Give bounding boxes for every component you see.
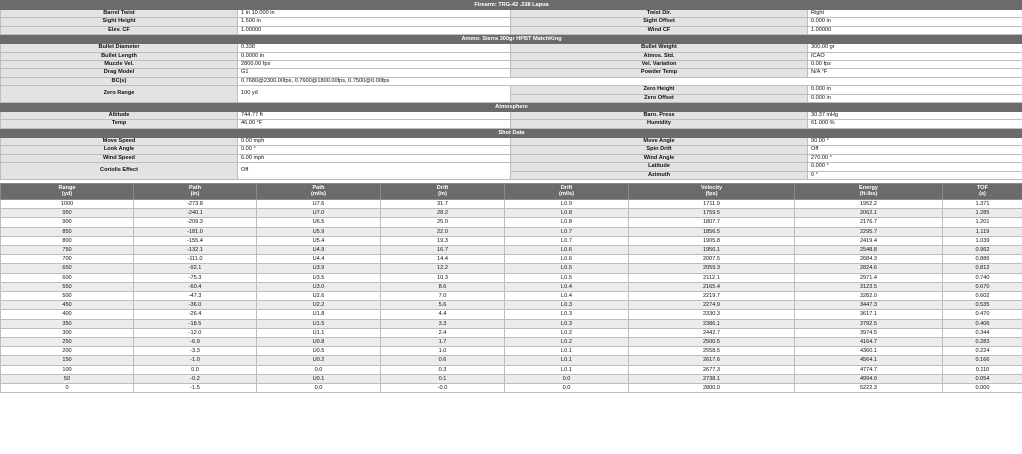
move-speed-label: Move Speed [1, 137, 238, 145]
cell-path-mils: 0.0 [257, 365, 381, 374]
cell-tof: 0.886 [943, 255, 1022, 264]
cell-velocity: 2677.3 [629, 365, 795, 374]
baro-press-label: Baro. Press [511, 112, 808, 120]
atmos-std-value: ICAO [808, 52, 1022, 60]
bullet-diameter-label: Bullet Diameter [1, 44, 238, 52]
sight-height-value: 1.500 in [238, 18, 511, 26]
cell-drift-mils: L0.3 [505, 301, 629, 310]
table-row [1, 245, 1022, 254]
cell-velocity: 2500.5 [629, 337, 795, 346]
cell-velocity: 2386.1 [629, 319, 795, 328]
firearm-header: Firearm: TRG-42 .338 Lapua [1, 1, 1022, 10]
coriolis-value: Off [238, 163, 511, 180]
cell-range: 400 [1, 310, 134, 319]
cell-energy: 2971.4 [795, 273, 943, 282]
cell-energy: 2176.7 [795, 218, 943, 227]
cell-path-in: -181.0 [134, 227, 257, 236]
cell-energy: 3792.5 [795, 319, 943, 328]
col-header-path-in: Path (in) [134, 183, 257, 199]
cell-energy: 1952.2 [795, 199, 943, 208]
cell-tof: 0.224 [943, 347, 1022, 356]
wind-angle-label: Wind Angle [511, 154, 808, 162]
table-row [1, 319, 1022, 328]
cell-path-mils: U4.9 [257, 245, 381, 254]
zero-offset-label: Zero Offset [511, 94, 808, 102]
cell-path-in: -155.4 [134, 236, 257, 245]
bullet-diameter-value: 0.338 [238, 44, 511, 52]
cell-drift-mils: L0.6 [505, 255, 629, 264]
sight-offset-label: Sight Offset [511, 18, 808, 26]
wind-cf-label: Wind CF [511, 26, 808, 34]
cell-range: 600 [1, 273, 134, 282]
azimuth-label: Azimuth [511, 171, 808, 179]
cell-path-in: -60.4 [134, 282, 257, 291]
cell-drift-in: 12.2 [381, 264, 505, 273]
cell-drift-in: -0.0 [381, 383, 505, 392]
cell-range: 850 [1, 227, 134, 236]
cell-energy: 5222.3 [795, 383, 943, 392]
cell-energy: 2295.7 [795, 227, 943, 236]
cell-path-in: -47.3 [134, 291, 257, 300]
cell-energy: 3282.0 [795, 291, 943, 300]
cell-range: 0 [1, 383, 134, 392]
twist-dir-value: Right [808, 10, 1022, 18]
cell-drift-in: 10.3 [381, 273, 505, 282]
cell-energy: 3447.3 [795, 301, 943, 310]
zero-range-label: Zero Range [1, 86, 238, 103]
cell-drift-in: 19.3 [381, 236, 505, 245]
cell-path-mils: U0.5 [257, 347, 381, 356]
cell-path-in: -92.1 [134, 264, 257, 273]
cell-path-in: 0.0 [134, 365, 257, 374]
cell-energy: 2062.1 [795, 209, 943, 218]
cell-drift-in: 0.1 [381, 374, 505, 383]
vel-variation-label: Vel. Variation [511, 61, 808, 69]
barrel-twist-label: Barrel Twist [1, 10, 238, 18]
move-speed-value: 0.00 mph [238, 137, 511, 145]
cell-range: 900 [1, 218, 134, 227]
table-row [1, 374, 1022, 383]
table-row [1, 310, 1022, 319]
cell-drift-mils: L0.1 [505, 356, 629, 365]
cell-range: 50 [1, 374, 134, 383]
powder-temp-value: N/A °F [808, 69, 1022, 77]
spin-drift-value: Off [808, 146, 1022, 154]
cell-drift-in: 0.6 [381, 356, 505, 365]
col-header-drift-mils: Drift (mils) [505, 183, 629, 199]
cell-tof: 0.740 [943, 273, 1022, 282]
cell-energy: 3617.1 [795, 310, 943, 319]
cell-path-in: -273.8 [134, 199, 257, 208]
cell-drift-in: 1.0 [381, 347, 505, 356]
cell-velocity: 2617.6 [629, 356, 795, 365]
cell-drift-in: 25.0 [381, 218, 505, 227]
cell-path-mils: U0.2 [257, 356, 381, 365]
humidity-value: 61.000 % [808, 120, 1022, 128]
table-row [1, 236, 1022, 245]
cell-tof: 1.039 [943, 236, 1022, 245]
cell-drift-mils: L0.1 [505, 347, 629, 356]
cell-velocity: 2738.1 [629, 374, 795, 383]
cell-energy: 4360.1 [795, 347, 943, 356]
cell-path-mils: U4.4 [257, 255, 381, 264]
cell-drift-in: 3.3 [381, 319, 505, 328]
table-row [1, 227, 1022, 236]
table-row [1, 347, 1022, 356]
cell-energy: 4774.7 [795, 365, 943, 374]
cell-drift-mils: L0.1 [505, 365, 629, 374]
cell-tof: 0.962 [943, 245, 1022, 254]
cell-drift-mils: L0.3 [505, 310, 629, 319]
cell-path-in: -111.0 [134, 255, 257, 264]
cell-energy: 4164.7 [795, 337, 943, 346]
cell-velocity: 2007.5 [629, 255, 795, 264]
cell-drift-mils: L0.4 [505, 291, 629, 300]
cell-path-mils: U3.0 [257, 282, 381, 291]
cell-tof: 0.110 [943, 365, 1022, 374]
cell-drift-in: 7.0 [381, 291, 505, 300]
sight-height-label: Sight Height [1, 18, 238, 26]
cell-energy: 2548.8 [795, 245, 943, 254]
cell-path-mils: U3.5 [257, 273, 381, 282]
cell-path-in: -12.0 [134, 328, 257, 337]
cell-drift-mils: 0.0 [505, 383, 629, 392]
zero-range-value: 100 yd [238, 86, 511, 103]
col-header-velocity: Velocity (fps) [629, 183, 795, 199]
bullet-length-value: 0.0000 in [238, 52, 511, 60]
cell-path-in: -1.5 [134, 383, 257, 392]
table-row [1, 291, 1022, 300]
cell-energy: 4564.1 [795, 356, 943, 365]
range-table [0, 183, 1022, 393]
shot-data-header: Shot Data [1, 128, 1022, 137]
cell-velocity: 2219.7 [629, 291, 795, 300]
cell-range: 1000 [1, 199, 134, 208]
cell-path-in: -132.1 [134, 245, 257, 254]
cell-drift-mils: L0.6 [505, 245, 629, 254]
bullet-weight-value: 300.00 gr [808, 44, 1022, 52]
drag-model-label: Drag Model [1, 69, 238, 77]
cell-tof: 1.285 [943, 209, 1022, 218]
cell-range: 800 [1, 236, 134, 245]
cell-velocity: 2274.9 [629, 301, 795, 310]
cell-drift-in: 4.4 [381, 310, 505, 319]
wind-angle-value: 270.00 ° [808, 154, 1022, 162]
cell-drift-in: 1.7 [381, 337, 505, 346]
cell-drift-in: 2.4 [381, 328, 505, 337]
bc-value: 0.7680@2300.00fps, 0.7600@1800.00fps, 0.7500@0.00fps [238, 77, 1022, 85]
cell-range: 150 [1, 356, 134, 365]
cell-path-in: -240.1 [134, 209, 257, 218]
wind-speed-label: Wind Speed [1, 154, 238, 162]
cell-tof: 1.119 [943, 227, 1022, 236]
cell-drift-mils: L0.9 [505, 199, 629, 208]
cell-path-in: -6.9 [134, 337, 257, 346]
cell-drift-in: 8.6 [381, 282, 505, 291]
cell-range: 200 [1, 347, 134, 356]
cell-tof: 0.670 [943, 282, 1022, 291]
table-row [1, 301, 1022, 310]
muzzle-vel-value: 2800.00 fps [238, 61, 511, 69]
cell-drift-in: 14.4 [381, 255, 505, 264]
cell-path-mils: U6.5 [257, 218, 381, 227]
cell-tof: 0.344 [943, 328, 1022, 337]
table-row [1, 209, 1022, 218]
cell-drift-mils: L0.2 [505, 328, 629, 337]
ammo-header: Ammo: Sierra 300gr HPBT MatchKing [1, 35, 1022, 44]
cell-tof: 1.201 [943, 218, 1022, 227]
cell-path-mils: U5.9 [257, 227, 381, 236]
bullet-weight-label: Bullet Weight [511, 44, 808, 52]
coriolis-label: Coriolis Effect [1, 163, 238, 180]
col-header-path-mils: Path (mils) [257, 183, 381, 199]
table-row [1, 383, 1022, 392]
cell-path-mils: U2.6 [257, 291, 381, 300]
cell-path-mils: U3.9 [257, 264, 381, 273]
cell-drift-mils: L0.7 [505, 227, 629, 236]
cell-range: 700 [1, 255, 134, 264]
cell-tof: 0.000 [943, 383, 1022, 392]
wind-cf-value: 1.00000 [808, 26, 1022, 34]
table-row [1, 282, 1022, 291]
cell-range: 100 [1, 365, 134, 374]
cell-range: 500 [1, 291, 134, 300]
col-header-tof: TOF (s) [943, 183, 1022, 199]
bc-label: BC(s) [1, 77, 238, 85]
cell-path-in: -26.4 [134, 310, 257, 319]
cell-range: 350 [1, 319, 134, 328]
col-header-range: Range (yd) [1, 183, 134, 199]
cell-energy: 3123.5 [795, 282, 943, 291]
ballistics-summary [0, 0, 1022, 180]
table-row [1, 365, 1022, 374]
baro-press-value: 30.37 inHg [808, 112, 1022, 120]
cell-tof: 0.283 [943, 337, 1022, 346]
zero-height-label: Zero Height [511, 86, 808, 94]
cell-drift-mils: L0.3 [505, 319, 629, 328]
cell-drift-mils: L0.8 [505, 209, 629, 218]
cell-path-mils: U7.0 [257, 209, 381, 218]
sight-offset-value: 0.000 in [808, 18, 1022, 26]
cell-drift-in: 5.6 [381, 301, 505, 310]
look-angle-value: 0.00 ° [238, 146, 511, 154]
table-row [1, 273, 1022, 282]
cell-path-mils: U7.6 [257, 199, 381, 208]
cell-velocity: 1905.8 [629, 236, 795, 245]
twist-dir-label: Twist Dir. [511, 10, 808, 18]
cell-velocity: 1856.5 [629, 227, 795, 236]
cell-drift-in: 16.7 [381, 245, 505, 254]
cell-path-mils: U5.4 [257, 236, 381, 245]
table-row [1, 264, 1022, 273]
col-header-energy: Energy (ft-lbs) [795, 183, 943, 199]
latitude-value: 0.000 ° [808, 163, 1022, 171]
azimuth-value: 0 ° [808, 171, 1022, 179]
vel-variation-value: 0.00 fps [808, 61, 1022, 69]
table-row [1, 356, 1022, 365]
move-angle-value: 90.00 ° [808, 137, 1022, 145]
cell-velocity: 2800.0 [629, 383, 795, 392]
spin-drift-label: Spin Drift [511, 146, 808, 154]
cell-tof: 0.166 [943, 356, 1022, 365]
cell-drift-mils: L0.8 [505, 218, 629, 227]
cell-drift-mils: L0.7 [505, 236, 629, 245]
cell-path-in: -3.3 [134, 347, 257, 356]
cell-range: 250 [1, 337, 134, 346]
cell-path-in: -75.3 [134, 273, 257, 282]
cell-velocity: 2059.3 [629, 264, 795, 273]
latitude-label: Latitude [511, 163, 808, 171]
col-header-drift-in: Drift (in) [381, 183, 505, 199]
cell-drift-in: 28.2 [381, 209, 505, 218]
range-table-body [1, 199, 1022, 392]
bullet-length-label: Bullet Length [1, 52, 238, 60]
cell-tof: 0.602 [943, 291, 1022, 300]
cell-tof: 0.406 [943, 319, 1022, 328]
atmosphere-header: Atmosphere [1, 103, 1022, 112]
altitude-value: 744.77 ft [238, 112, 511, 120]
humidity-label: Humidity [511, 120, 808, 128]
elev-cf-label: Elev. CF [1, 26, 238, 34]
zero-offset-value: 0.000 in [808, 94, 1022, 102]
cell-energy: 2684.3 [795, 255, 943, 264]
cell-path-in: -0.2 [134, 374, 257, 383]
cell-drift-mils: L0.4 [505, 282, 629, 291]
cell-tof: 0.470 [943, 310, 1022, 319]
cell-path-in: -18.5 [134, 319, 257, 328]
cell-energy: 2824.6 [795, 264, 943, 273]
cell-velocity: 1759.5 [629, 209, 795, 218]
cell-path-mils: U0.8 [257, 337, 381, 346]
cell-velocity: 1711.9 [629, 199, 795, 208]
powder-temp-label: Powder Temp [511, 69, 808, 77]
cell-path-in: -36.0 [134, 301, 257, 310]
cell-range: 750 [1, 245, 134, 254]
cell-drift-mils: L0.5 [505, 264, 629, 273]
cell-tof: 1.371 [943, 199, 1022, 208]
look-angle-label: Look Angle [1, 146, 238, 154]
drag-model-value: G1 [238, 69, 511, 77]
cell-energy: 3974.5 [795, 328, 943, 337]
table-row [1, 199, 1022, 208]
cell-path-mils: U0.1 [257, 374, 381, 383]
cell-velocity: 2330.3 [629, 310, 795, 319]
cell-range: 650 [1, 264, 134, 273]
temp-value: 46.00 °F [238, 120, 511, 128]
cell-path-mils: U1.1 [257, 328, 381, 337]
cell-drift-mils: L0.5 [505, 273, 629, 282]
barrel-twist-value: 1 in 10.000 in [238, 10, 511, 18]
zero-height-value: 0.000 in [808, 86, 1022, 94]
cell-velocity: 1807.7 [629, 218, 795, 227]
cell-velocity: 2112.1 [629, 273, 795, 282]
altitude-label: Altitude [1, 112, 238, 120]
cell-tof: 0.812 [943, 264, 1022, 273]
cell-range: 450 [1, 301, 134, 310]
temp-label: Temp [1, 120, 238, 128]
muzzle-vel-label: Muzzle Vel. [1, 61, 238, 69]
table-row [1, 337, 1022, 346]
cell-drift-mils: 0.0 [505, 374, 629, 383]
cell-path-mils: U1.8 [257, 310, 381, 319]
cell-drift-in: 22.0 [381, 227, 505, 236]
cell-path-in: -1.0 [134, 356, 257, 365]
cell-drift-mils: L0.2 [505, 337, 629, 346]
cell-energy: 2419.4 [795, 236, 943, 245]
cell-path-mils: 0.0 [257, 383, 381, 392]
elev-cf-value: 1.00000 [238, 26, 511, 34]
cell-tof: 0.054 [943, 374, 1022, 383]
cell-path-mils: U1.5 [257, 319, 381, 328]
cell-tof: 0.535 [943, 301, 1022, 310]
table-row [1, 328, 1022, 337]
atmos-std-label: Atmos. Std. [511, 52, 808, 60]
cell-velocity: 1956.1 [629, 245, 795, 254]
table-row [1, 218, 1022, 227]
cell-range: 950 [1, 209, 134, 218]
cell-velocity: 2558.5 [629, 347, 795, 356]
cell-drift-in: 31.7 [381, 199, 505, 208]
cell-range: 550 [1, 282, 134, 291]
cell-drift-in: 0.3 [381, 365, 505, 374]
cell-path-mils: U2.2 [257, 301, 381, 310]
wind-speed-value: 6.00 mph [238, 154, 511, 162]
cell-velocity: 2442.7 [629, 328, 795, 337]
table-row [1, 255, 1022, 264]
cell-path-in: -209.3 [134, 218, 257, 227]
move-angle-label: Move Angle [511, 137, 808, 145]
cell-energy: 4994.0 [795, 374, 943, 383]
cell-range: 300 [1, 328, 134, 337]
cell-velocity: 2165.4 [629, 282, 795, 291]
